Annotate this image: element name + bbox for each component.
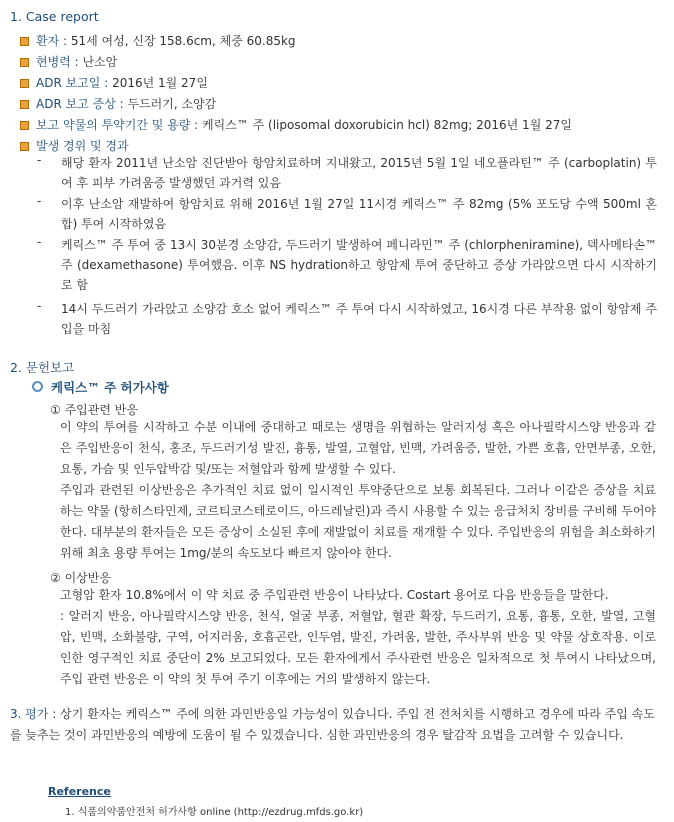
dash-marker: -	[37, 194, 42, 208]
bullet-label: 보고 약물의 투약기간 및 용량 :	[36, 118, 199, 132]
course-text: 이후 난소암 재발하여 항암치료 위해 2016년 1월 27일 11시경 케릭스™ 주 82mg (5% 포도당 수액 500ml 혼합) 투여 시작하였음	[61, 197, 657, 231]
circle-bullet-icon	[32, 381, 43, 392]
item1-title: ① 주입관련 반응	[50, 403, 138, 417]
course-text: 14시 두드러기 가라앉고 소양감 호소 없어 케릭스™ 주 투여 다시 시작하였고, 16시경 다른 부작용 없이 항암제 주입을 마침	[61, 302, 657, 336]
evaluation-text: 상기 환자는 케릭스™ 주에 의한 과민반응일 가능성이 있습니다. 주입 전 전처치를 시행하고 경우에 따라 주입 속도를 늦추는 것이 과민반응의 예방에 도움이 될 수 있겠습니다. 심한 과민반응의 경우 탈감작 요법을 고려할 수 있습니다.	[10, 707, 655, 742]
course-item	[37, 194, 657, 234]
course-text: 케릭스™ 주 투여 중 13시 30분경 소양감, 두드러기 발생하여 페니라민™ 주 (chlorpheniramine), 덱사메타손™ 주 (dexamethasone) 투여했음. 이후 NS hydration하고 항암제 투여 중단하고 증상 가라앉으면 다시 시작하기로 함	[61, 238, 657, 292]
bullet-patient	[20, 32, 296, 49]
evaluation-label: 3. 평가 :	[10, 707, 57, 721]
square-bullet-icon	[20, 58, 29, 67]
bullet-text: 2016년 1월 27일	[108, 76, 208, 90]
item2-title: ② 이상반응	[50, 571, 111, 585]
course-text: 해당 환자 2011년 난소암 진단받아 항암치료하며 지내왔고, 2015년 5월 1일 네오플라틴™ 주 (carboplatin) 투여 후 피부 가려움증 발생했던 과거력 있음	[61, 156, 657, 190]
evaluation	[10, 704, 660, 746]
bullet-text: 난소암	[78, 55, 118, 69]
bullet-label: 현병력 :	[36, 55, 79, 69]
label-subtitle	[32, 378, 169, 396]
course-item	[37, 299, 657, 339]
dash-marker: -	[37, 235, 42, 249]
section2-title: 2. 문헌보고	[10, 360, 75, 375]
reference-title: Reference	[48, 785, 111, 798]
square-bullet-icon	[20, 37, 29, 46]
bullet-text: 51세 여성, 신장 158.6cm, 체중 60.85kg	[67, 34, 296, 48]
bullet-label: ADR 보고 증상 :	[36, 97, 124, 111]
square-bullet-icon	[20, 121, 29, 130]
item2-paragraph1: 고형암 환자 10.8%에서 이 약 치료 중 주입관련 반응이 나타났다. Costart 용어로 다음 반응들을 말한다.	[60, 588, 609, 602]
bullet-label: ADR 보고일 :	[36, 76, 109, 90]
section1-title: 1. Case report	[10, 9, 99, 24]
bullet-symptoms	[20, 95, 216, 112]
square-bullet-icon	[20, 79, 29, 88]
square-bullet-icon	[20, 142, 29, 151]
reference-item: 1. 식품의약품안전처 허가사항 online (http://ezdrug.mfds.go.kr)	[65, 807, 364, 818]
square-bullet-icon	[20, 100, 29, 109]
course-item	[37, 235, 657, 295]
bullet-report-date	[20, 74, 208, 91]
course-item	[37, 153, 657, 193]
bullet-text: 케릭스™ 주 (liposomal doxorubicin hcl) 82mg; 2016년 1월 27일	[198, 118, 572, 132]
dash-marker: -	[37, 299, 42, 313]
bullet-drug-dose	[20, 116, 572, 133]
item1-paragraph1: 이 약의 투여를 시작하고 수분 이내에 중대하고 때로는 생명을 위협하는 알러지성 혹은 아나필락시스양 반응과 같은 주입반응이 천식, 홍조, 두드러기성 발진, 흉통, 발열, 고혈압, 빈맥, 가려움증, 발한, 가쁜 호흡, 안면부종, 오한, 요통, 가슴 및 인두압박감 및/또는 저혈압과 함께 발생할 수 있다.	[60, 420, 656, 476]
item2-paragraph2: : 알러지 반응, 아나필락시스양 반응, 천식, 얼굴 부종, 저혈압, 혈관 확장, 두드러기, 요통, 흉통, 오한, 발열, 고혈압, 빈맥, 소화불량, 구역, 어지러움, 호흡곤란, 인두염, 발진, 가려움, 발한, 주사부위 반응 및 약물 상호작용. 이로 인한 영구적인 치료 중단이 2% 보고되었다. 모든 환자에게서 주사관련 반응은 일차적으로 첫 투여시 나타났으며, 주입 관련 반응은 이 약의 첫 투여 주기 이후에는 거의 발생하지 않는다.	[60, 609, 656, 686]
bullet-label: 발생 경위 및 경과	[36, 139, 129, 153]
bullet-course	[20, 137, 129, 154]
bullet-history	[20, 53, 117, 70]
item1-paragraph2: 주입과 관련된 이상반응은 추가적인 치료 없이 일시적인 투약중단으로 보통 회복된다. 그러나 이같은 증상을 치료하는 약물 (항히스타민제, 코르티코스테로이드, 아드레날린)과 즉시 사용할 수 있는 응급처치 장비를 구비해 두어야 한다. 대부분의 환자들은 모든 증상이 소실된 후에 재발없이 치료를 재개할 수 있다. 주입반응의 위험을 최소화하기 위해 최초 용량 투여는 1mg/분의 속도보다 빠르지 않아야 한다.	[60, 483, 657, 560]
bullet-text: 두드러기, 소양감	[123, 97, 217, 111]
subtitle-text: 케릭스™ 주 허가사항	[51, 380, 169, 395]
dash-marker: -	[37, 153, 42, 167]
bullet-label: 환자 :	[36, 34, 68, 48]
